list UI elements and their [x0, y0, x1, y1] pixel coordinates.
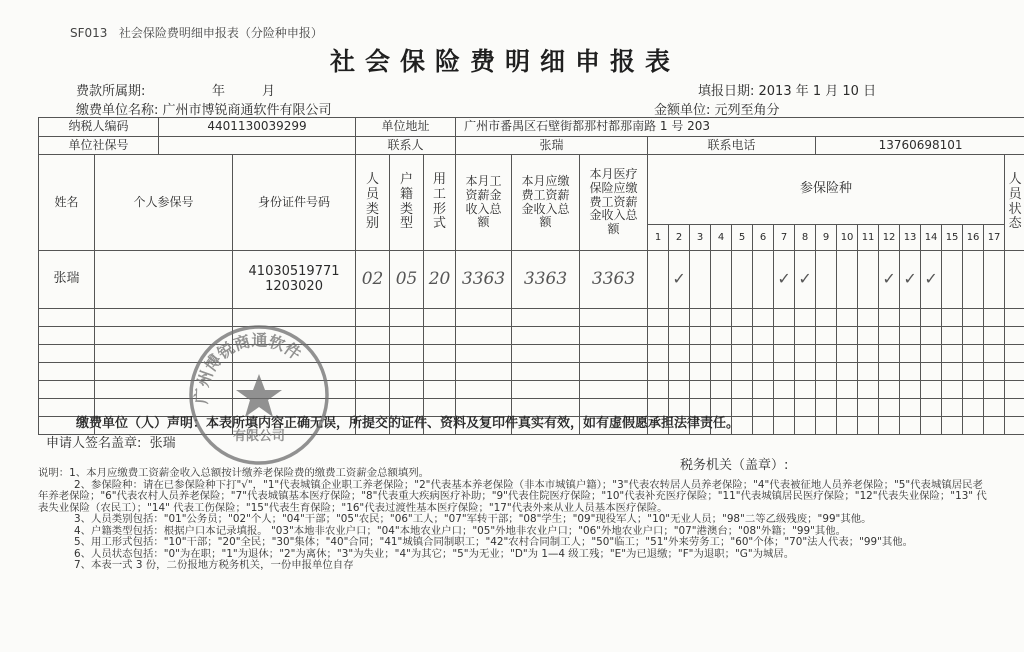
- insurance-no-15: 15: [942, 225, 963, 251]
- empty-cell: [356, 345, 390, 363]
- empty-cell: [711, 381, 732, 399]
- empty-cell: [424, 309, 456, 327]
- empty-cell: [690, 309, 711, 327]
- empty-cell: [512, 327, 580, 345]
- row-id-no: 410305197711203020: [233, 251, 356, 309]
- empty-cell: [753, 417, 774, 435]
- empty-cell: [795, 309, 816, 327]
- row-check-11: [858, 251, 879, 309]
- empty-cell: [963, 381, 984, 399]
- empty-cell: [858, 345, 879, 363]
- empty-cell: [774, 399, 795, 417]
- signature-row: 申请人签名盖章: 张瑞: [46, 436, 176, 451]
- empty-cell: [753, 309, 774, 327]
- row-check-15: [942, 251, 963, 309]
- empty-cell: [456, 363, 512, 381]
- empty-cell: [837, 327, 858, 345]
- social-no-label: 单位社保号: [39, 137, 159, 155]
- declaration: 缴费单位（人）声明：本表所填内容正确无误，所提交的证件、资料及复印件真实有效，如有虚假愿承担法律责任。: [76, 416, 740, 431]
- period-year: 年: [212, 84, 226, 99]
- insurance-no-14: 14: [921, 225, 942, 251]
- empty-cell: [858, 417, 879, 435]
- note-7: 7、本表一式 3 份，二份报地方税务机关，一份申报单位自存: [74, 559, 354, 571]
- row-check-17: [984, 251, 1005, 309]
- empty-cell: [837, 417, 858, 435]
- insurance-no-13: 13: [900, 225, 921, 251]
- empty-cell: [900, 363, 921, 381]
- seal-text: 广州博锐商通软件: [191, 330, 305, 405]
- empty-cell: [512, 363, 580, 381]
- empty-cell: [858, 327, 879, 345]
- address-label: 单位地址: [356, 118, 456, 137]
- contact: 张瑞: [456, 137, 648, 155]
- taxpayer-code-label: 纳税人编码: [39, 118, 159, 137]
- empty-cell: [900, 417, 921, 435]
- empty-cell: [39, 381, 95, 399]
- empty-cell: [356, 381, 390, 399]
- row-name: 张瑞: [39, 251, 95, 309]
- empty-cell: [648, 363, 669, 381]
- empty-cell: [879, 309, 900, 327]
- empty-cell: [1005, 345, 1024, 363]
- empty-cell: [580, 327, 648, 345]
- row-check-7: ✓: [774, 251, 795, 309]
- empty-cell: [774, 417, 795, 435]
- empty-cell: [984, 417, 1005, 435]
- empty-cell: [963, 363, 984, 381]
- empty-cell: [837, 399, 858, 417]
- col-person-type: 人员类别: [356, 155, 390, 251]
- empty-cell: [648, 327, 669, 345]
- empty-cell: [879, 363, 900, 381]
- row-check-3: [690, 251, 711, 309]
- col-status: 人员状态: [1005, 155, 1024, 251]
- empty-cell: [795, 363, 816, 381]
- empty-cell: [424, 381, 456, 399]
- empty-cell: [921, 399, 942, 417]
- empty-cell: [390, 381, 424, 399]
- col-medical-base: 本月医疗保险应缴费工资薪金收入总额: [580, 155, 648, 251]
- empty-cell: [648, 309, 669, 327]
- insurance-no-7: 7: [774, 225, 795, 251]
- col-id-no: 身份证件号码: [233, 155, 356, 251]
- empty-cell: [942, 363, 963, 381]
- row-monthly-wage: 3363: [456, 251, 512, 309]
- empty-cell: [816, 399, 837, 417]
- empty-cell: [837, 309, 858, 327]
- amount-unit: 金额单位: 元列至角分: [654, 103, 780, 118]
- empty-cell: [39, 327, 95, 345]
- empty-cell: [963, 417, 984, 435]
- empty-cell: [963, 309, 984, 327]
- empty-cell: [669, 345, 690, 363]
- empty-cell: [795, 327, 816, 345]
- empty-cell: [669, 381, 690, 399]
- empty-cell: [921, 309, 942, 327]
- empty-cell: [921, 381, 942, 399]
- form-code: SF013 社会保险费明细申报表（分险种申报）: [70, 26, 323, 40]
- empty-cell: [390, 363, 424, 381]
- note-3: 3、人员类别包括："01"公务员；"02"个人；"04"干部；"05"农民；"06"工人；"07"军转干部；"08"学生；"09"现役军人；"10"无业人员；"98"二等乙级残废；"99"其他。: [74, 513, 872, 525]
- insurance-no-5: 5: [732, 225, 753, 251]
- empty-cell: [424, 363, 456, 381]
- empty-cell: [732, 327, 753, 345]
- empty-cell: [690, 345, 711, 363]
- empty-cell: [356, 363, 390, 381]
- empty-cell: [690, 381, 711, 399]
- empty-cell: [456, 309, 512, 327]
- empty-cell: [795, 417, 816, 435]
- empty-cell: [984, 345, 1005, 363]
- empty-cell: [456, 381, 512, 399]
- unit-name-row: 缴费单位名称: 广州市博锐商通软件有限公司: [76, 103, 332, 118]
- empty-cell: [456, 327, 512, 345]
- empty-cell: [858, 309, 879, 327]
- seal-bottom-text: 有限公司: [232, 429, 286, 444]
- empty-cell: [753, 399, 774, 417]
- empty-cell: [1005, 327, 1024, 345]
- note-4: 4、户籍类型包括：根据户口本记录填报。 "03"本地非农业户口；"04"本地农业户口；"05"外地非农业户口；"06"外地农业户口；"07"港澳台；"08"外籍；"99"其他。: [74, 524, 847, 537]
- empty-cell: [690, 327, 711, 345]
- empty-cell: [753, 327, 774, 345]
- empty-cell: [711, 309, 732, 327]
- empty-cell: [963, 327, 984, 345]
- empty-cell: [774, 381, 795, 399]
- row-check-12: ✓: [879, 251, 900, 309]
- note-5: 5、用工形式包括："10"干部；"20"全民；"30"集体；"40"合同；"41"城镇合同制职工；"42"农村合同制工人；"50"临工；"51"外来劳务工；"60"个体；"70"法人代表；"99"其他。: [74, 536, 914, 548]
- empty-cell: [1005, 399, 1024, 417]
- empty-cell: [356, 327, 390, 345]
- notes: [38, 468, 988, 572]
- empty-cell: [774, 327, 795, 345]
- empty-cell: [942, 345, 963, 363]
- empty-cell: [837, 381, 858, 399]
- empty-cell: [753, 381, 774, 399]
- row-check-5: [732, 251, 753, 309]
- empty-cell: [879, 381, 900, 399]
- empty-cell: [669, 363, 690, 381]
- insurance-no-1: 1: [648, 225, 669, 251]
- empty-cell: [39, 309, 95, 327]
- row-check-1: [648, 251, 669, 309]
- insurance-no-11: 11: [858, 225, 879, 251]
- row-check-14: ✓: [921, 251, 942, 309]
- empty-cell: [795, 345, 816, 363]
- empty-cell: [1005, 309, 1024, 327]
- empty-cell: [942, 381, 963, 399]
- empty-cell: [1005, 417, 1024, 435]
- empty-cell: [816, 309, 837, 327]
- row-check-6: [753, 251, 774, 309]
- empty-cell: [816, 363, 837, 381]
- insurance-no-16: 16: [963, 225, 984, 251]
- col-personal-no: 个人参保号: [95, 155, 233, 251]
- empty-cell: [879, 327, 900, 345]
- empty-cell: [711, 327, 732, 345]
- row-check-4: [711, 251, 732, 309]
- empty-cell: [732, 363, 753, 381]
- note-2: 2、参保险种：请在已参保险种下打"√"，"1"代表城镇企业职工养老保险；"2"代表基本养老保险（非本市城镇户籍）；"3"代表农转居人员养老保险；"4"代表被征地人员养老保险；"5"代表城镇居民老年养老保险；"6"代表农村人员养老保险；"7"代表城镇基本医疗保险；"8"代表重大疾病医疗补助；"9"代表住院医疗保险；"10"代表补充医疗保险；"11"代表城镇居民医疗保险；"12"代表失业保险；"13" 代表失业保险（农民工）；"14" 代表工伤保险；"15"代表生育保险；"16"代表过渡性基本医疗保险；"17"代表外来从业人员基本医疗保险。: [38, 478, 987, 514]
- empty-cell: [858, 363, 879, 381]
- col-name: 姓名: [39, 155, 95, 251]
- empty-cell: [942, 309, 963, 327]
- empty-cell: [837, 345, 858, 363]
- row-pension-base: 3363: [512, 251, 580, 309]
- signature: 张瑞: [149, 436, 176, 451]
- col-pension-base: 本月应缴费工资薪金收入总额: [512, 155, 580, 251]
- empty-cell: [580, 381, 648, 399]
- row-check-9: [816, 251, 837, 309]
- page-title: 社会保险费明细申报表: [330, 47, 681, 76]
- empty-cell: [921, 417, 942, 435]
- phone: 13760698101: [816, 137, 1024, 155]
- empty-cell: [942, 327, 963, 345]
- empty-cell: [795, 381, 816, 399]
- empty-cell: [1005, 381, 1024, 399]
- unit-name: 广州市博锐商通软件有限公司: [162, 103, 332, 118]
- row-check-13: ✓: [900, 251, 921, 309]
- empty-cell: [732, 345, 753, 363]
- row-check-8: ✓: [795, 251, 816, 309]
- insurance-no-10: 10: [837, 225, 858, 251]
- empty-cell: [984, 399, 1005, 417]
- period-label: 费款所属期:: [76, 84, 146, 99]
- empty-cell: [795, 399, 816, 417]
- col-insurance-types: 参保险种: [648, 155, 1005, 225]
- empty-cell: [816, 345, 837, 363]
- empty-cell: [456, 345, 512, 363]
- empty-cell: [774, 363, 795, 381]
- taxpayer-code: 4401130039299: [159, 118, 356, 137]
- empty-cell: [879, 417, 900, 435]
- empty-cell: [512, 381, 580, 399]
- empty-cell: [858, 399, 879, 417]
- row-check-10: [837, 251, 858, 309]
- empty-cell: [580, 309, 648, 327]
- empty-cell: [900, 309, 921, 327]
- empty-cell: [39, 345, 95, 363]
- empty-cell: [900, 381, 921, 399]
- empty-cell: [879, 399, 900, 417]
- social-no: [159, 137, 356, 155]
- empty-cell: [390, 309, 424, 327]
- empty-cell: [753, 363, 774, 381]
- empty-cell: [580, 363, 648, 381]
- company-seal-stamp: [186, 322, 332, 468]
- col-monthly-wage: 本月工资薪金收入总额: [456, 155, 512, 251]
- empty-cell: [858, 381, 879, 399]
- empty-cell: [732, 309, 753, 327]
- row-status: [1005, 251, 1024, 309]
- empty-cell: [512, 345, 580, 363]
- empty-cell: [921, 363, 942, 381]
- empty-cell: [984, 381, 1005, 399]
- empty-cell: [669, 327, 690, 345]
- empty-cell: [356, 309, 390, 327]
- period-month: 月: [262, 84, 276, 99]
- empty-cell: [390, 327, 424, 345]
- row-personal-no: [95, 251, 233, 309]
- row-check-16: [963, 251, 984, 309]
- empty-cell: [648, 381, 669, 399]
- insurance-no-12: 12: [879, 225, 900, 251]
- empty-cell: [390, 345, 424, 363]
- row-check-2: ✓: [669, 251, 690, 309]
- phone-label: 联系电话: [648, 137, 816, 155]
- fill-date: 填报日期: 2013 年 1 月 10 日: [698, 84, 877, 99]
- insurance-no-6: 6: [753, 225, 774, 251]
- empty-cell: [816, 381, 837, 399]
- contact-label: 联系人: [356, 137, 456, 155]
- empty-cell: [424, 345, 456, 363]
- empty-cell: [774, 309, 795, 327]
- note-1: 说明：1、本月应缴费工资薪金收入总额按计缴养老保险费的缴费工资薪金总额填列。: [38, 467, 430, 479]
- empty-cell: [512, 309, 580, 327]
- empty-cell: [774, 345, 795, 363]
- empty-cell: [711, 363, 732, 381]
- empty-cell: [837, 363, 858, 381]
- empty-cell: [879, 345, 900, 363]
- empty-cell: [921, 345, 942, 363]
- address: 广州市番禺区石壁街都那村都那南路 1 号 203: [456, 118, 1024, 137]
- empty-cell: [984, 309, 1005, 327]
- empty-cell: [900, 345, 921, 363]
- empty-cell: [963, 399, 984, 417]
- insurance-no-9: 9: [816, 225, 837, 251]
- col-household-type: 户籍类型: [390, 155, 424, 251]
- empty-cell: [921, 327, 942, 345]
- empty-cell: [732, 381, 753, 399]
- empty-cell: [984, 327, 1005, 345]
- empty-cell: [942, 399, 963, 417]
- row-medical-base: 3363: [580, 251, 648, 309]
- insurance-no-3: 3: [690, 225, 711, 251]
- insurance-no-4: 4: [711, 225, 732, 251]
- row-person-type: 02: [356, 251, 390, 309]
- empty-cell: [1005, 363, 1024, 381]
- empty-cell: [580, 345, 648, 363]
- empty-cell: [984, 363, 1005, 381]
- table-row: [39, 251, 1024, 309]
- row-household-type: 05: [390, 251, 424, 309]
- empty-cell: [424, 327, 456, 345]
- empty-cell: [690, 363, 711, 381]
- empty-cell: [669, 309, 690, 327]
- empty-cell: [900, 399, 921, 417]
- row-employment-type: 20: [424, 251, 456, 309]
- insurance-no-8: 8: [795, 225, 816, 251]
- empty-cell: [900, 327, 921, 345]
- empty-cell: [816, 417, 837, 435]
- empty-cell: [816, 327, 837, 345]
- insurance-no-2: 2: [669, 225, 690, 251]
- empty-cell: [711, 345, 732, 363]
- empty-cell: [648, 345, 669, 363]
- empty-cell: [963, 345, 984, 363]
- empty-cell: [942, 417, 963, 435]
- col-employment-type: 用工形式: [424, 155, 456, 251]
- empty-cell: [39, 363, 95, 381]
- tax-office-seal: 税务机关（盖章）:: [680, 458, 789, 473]
- insurance-no-17: 17: [984, 225, 1005, 251]
- empty-cell: [753, 345, 774, 363]
- note-6: 6、人员状态包括："0"为在职；"1"为退休；"2"为离休；"3"为失业；"4"为其它；"5"为无业；"D"为 1—4 级工残；"E"为已退缴；"F"为退职；"G"为城居。: [74, 547, 795, 560]
